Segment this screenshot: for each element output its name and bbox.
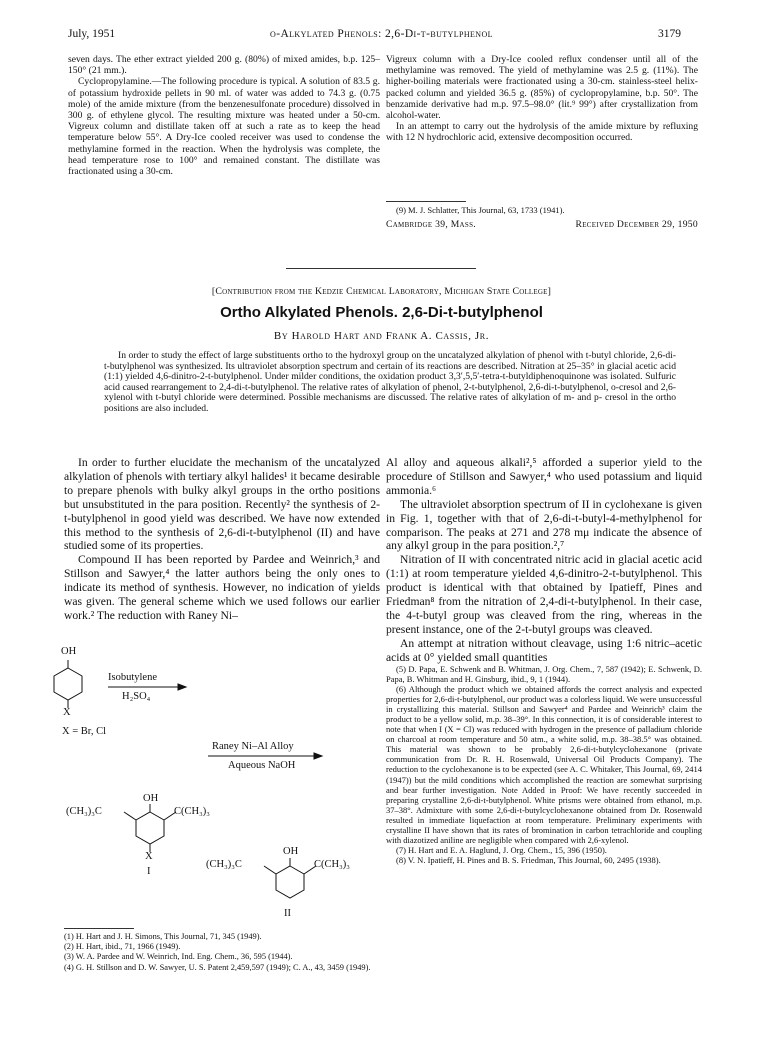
footnote: (8) V. N. Ipatieff, H. Pines and B. S. Friedman, This Journal, 60, 2495 (1938).: [396, 854, 661, 865]
benzene-ring-1: [54, 668, 82, 700]
bond: [124, 812, 136, 820]
body-paragraph: The ultraviolet absorption spectrum of II in cyclohexane is given in Fig. 1, together with that of 2,6-di-t-butyl-4-methylphenol for comparison. The peaks at 271 and 278 mμ indicate the absence of any alkyl group in the para position.²,⁷: [386, 497, 702, 553]
prev-received: Received December 29, 1950: [575, 219, 698, 230]
x-definition: X = Br, Cl: [62, 726, 107, 737]
oh-label: OH: [61, 646, 77, 657]
footnote: (5) D. Papa, E. Schwenk and B. Whitman, J. Org. Chem., 7, 587 (1942); E. Schwenk, D. Papa, B. Whitman and H. Ginsburg, ibid., 9, 1 (1944).: [386, 664, 702, 685]
reference: (2) H. Hart, ibid., 71, 1966 (1949).: [64, 942, 181, 952]
body-right-column: [386, 456, 702, 665]
byline: By Harold Hart and Frank A. Cassis, Jr.: [273, 330, 490, 342]
reference: (4) G. H. Stillson and D. W. Sawyer, U. S. Patent 2,459,597 (1949); C. A., 43, 3459 (1949).: [64, 962, 371, 972]
reagent-label: Raney Ni–Al Alloy: [212, 741, 294, 752]
references-left: [64, 932, 380, 973]
footnote: (6) Although the product which we obtained affords the correct analysis and expected properties for 2,6-di-t-butylphenol, our product was a colorless liquid. We were unsuccessful in crystallizing this material. Stillson and Sawyer⁴ and Pardee and Weinrich³ claim the product to be a yellow solid, m.p. 38–39°. In this connection, it is of considerable interest to note that when I (X = Cl) was reduced with hydrogen in the presence of palladium chloride on charcoal at room temperature and 50 atm., a white solid, m.p. 38–38.5° was obtained. This material was shown to be probably 2,6-di-t-butylcyclohexanone (private communication from Dr. R. H. Rosenwald, Universal Oil Products Company). The reduction to the cyclohexanone is to be expected (see A. C. Whitaker, This Journal, 69, 2414 (1947)) but the mild conditions which accomplished the reaction are somewhat surprising and bear further investigation. Note Added in Proof: We have recently succeeded in preparing crystalline 2,6-di-t-butylphenol. White prisms were obtained from ethanol, m.p. 37–38°. Admixture with some 2,6-di-t-butylcyclohexanone obtained from Dr. Rosenwald resulted in immediate liquefaction at room temperature. Preliminary experiments with crystalline II have shown that its rates of bromination in carbon tetrachloride and coupling with diazotized aniline are negligible when compared with 2,6-xylenol.: [386, 684, 702, 845]
reference: (1) H. Hart and J. H. Simons, This Journal, 71, 345 (1949).: [64, 932, 262, 941]
footnote: (7) H. Hart and E. A. Haglund, J. Org. Chem., 15, 396 (1950).: [396, 844, 607, 855]
footnote-rule: [64, 928, 134, 929]
prev-article-right-column: [386, 54, 698, 144]
bond: [304, 866, 316, 874]
benzene-ring-3: [276, 866, 304, 898]
arrowhead: [178, 684, 186, 690]
reagent-label: Isobutylene: [108, 672, 157, 683]
oh-label: OH: [283, 846, 299, 857]
body-paragraph: Al alloy and aqueous alkali²,⁵ afforded a superior yield to the procedure of Stillson and Sawyer,⁴ who used potassium and liquid ammonia.⁶: [386, 456, 702, 497]
abstract: In order to study the effect of large substituents ortho to the hydroxyl group on the uncatalyzed alkylation of phenol with t-butyl chloride, 2,6-di-t-butylphenol was synthesized. Its ultraviolet absorption spectrum and certain of its reactions are described. Nitration at 25–35° in glacial acetic acid (1:1) yielded 4,6-dinitro-2-t-butylphenol. Under milder conditions, the oxidation product 3,3′,5,5′-tetra-t-butyldiphenoquinone was isolated. Sulfuric acid caused rearrangement to 2,4-di-t-butylphenol. The relative rates of alkylation of phenol, 2-t-butylphenol, 2,6-di-t-butylphenol, o-cresol and 2,6-xylenol with t-butyl chloride were determined. Possible mechanisms are discussed. The relative rates of alkylation of m- and p- cresol in the ortho positions are also included.: [104, 350, 676, 414]
substituent-x: X: [145, 851, 153, 862]
prev-left-paragraph: seven days. The ether extract yielded 200 g. (80%) of mixed amides, b.p. 125–150° (21 mm.).: [68, 54, 380, 77]
article-title: Ortho Alkylated Phenols. 2,6-Di-t-butylphenol: [220, 304, 543, 321]
arrowhead: [314, 753, 322, 759]
body-left-column: [64, 456, 380, 623]
oh-label: OH: [143, 793, 159, 804]
prev-right-paragraph: Vigreux column with a Dry-Ice cooled reflux condenser until all of the methylamine was removed. The yield of methylamine was 2.5 g. (11%). The higher-boiling materials were fractionated using a 30-cm. stainless-steel helix-packed column and yielded 36.5 g. (85%) of cyclopropylamine, b.p. 50°. The benzamide derivative had m.p. 97.5–98.0° (lit.⁹ 99°) after crystallization from alcohol-water.: [386, 54, 698, 122]
footnotes-right: [386, 664, 702, 865]
prev-right-paragraph: In an attempt to carry out the hydrolysis of the amide mixture by refluxing with 12 N hydrochloric acid, extensive decomposition occurred.: [386, 121, 698, 144]
tbutyl-label: C(CH₃)₃: [174, 806, 210, 817]
body-paragraph: Compound II has been reported by Pardee and Weinrich,³ and Stillson and Sawyer,⁴ the latter authors being the only ones to indicate its method of synthesis. However, no indication of yields was given. The general scheme which we used follows our earlier work.² The reduction with Raney Ni–: [64, 553, 380, 622]
contribution-line: [Contribution from the Kedzie Chemical Laboratory, Michigan State College]: [211, 286, 552, 297]
bond: [264, 866, 276, 874]
body-paragraph: An attempt at nitration without cleavage, using 1:6 nitric–acetic acids at 0° yielded small quantities: [386, 636, 702, 664]
reference: (3) W. A. Pardee and W. Weinrich, Ind. Eng. Chem., 36, 595 (1944).: [64, 952, 293, 962]
bond: [164, 812, 176, 820]
tbutyl-label: C(CH₃)₃: [314, 859, 350, 870]
footnote-rule: [386, 201, 466, 202]
body-paragraph: In order to further elucidate the mechanism of the uncatalyzed alkylation of phenols with tertiary alkyl halides¹ it became desirable to prepare phenols with bulky alkyl groups in the ortho positions but unsubstituted in the para position. Recently² the synthesis of 2-t-butylphenol in good yield was described. We have now extended this method to the synthesis of 2,6-di-t-butylphenol (II) and have studied some of its properties.: [64, 456, 380, 553]
page-number: 3179: [658, 28, 681, 40]
substituent-x: X: [63, 707, 71, 718]
tbutyl-label: (CH₃)₃C: [206, 859, 242, 870]
prev-left-paragraph: Cyclopropylamine.—The following procedure is typical. A solution of 83.5 g. of potassium hydroxide pellets in 90 ml. of water was added to 74.3 g. (0.75 mole) of the amide mixture (from the benzenesulfonate procedure) dissolved in 300 g. of ethylene glycol. The resulting mixture was heated under a 50-cm. Vigreux column and distillate taken off at such a rate as to keep the head temperature below 55°. A Dry-Ice cooled receiver was used to condense the methylamine formed in the reaction. When the hydrolysis was complete, the head temperature rose to 100° and remained constant. The distillate was fractionated using a 30-cm.: [68, 76, 380, 178]
article-separator: [286, 268, 476, 269]
compound-label-I: I: [147, 866, 151, 877]
body-paragraph: Nitration of II with concentrated nitric acid in glacial acetic acid (1:1) at room temperature yielded 4,6-dinitro-2-t-butylphenol. This product is identical with that obtained by Ipatieff, Pines and Friedman⁸ from the nitration of 2,4-di-t-butylphenol. In their case, the 4-t-butyl group was cleaved from the ring, whereas in the present instance, one of the 2-t-butyl groups was cleaved.: [386, 553, 702, 636]
running-header-date: July, 1951: [68, 28, 116, 40]
compound-label-II: II: [284, 908, 291, 919]
prev-footnote: (9) M. J. Schlatter, This Journal, 63, 1733 (1941).: [396, 205, 565, 215]
reagent-label: Aqueous NaOH: [228, 760, 296, 771]
running-header-title: o-Alkylated Phenols: 2,6-Di-t-butylphenol: [270, 28, 493, 40]
benzene-ring-2: [136, 812, 164, 844]
prev-place: Cambridge 39, Mass.: [386, 219, 476, 230]
reagent-label: H₂SO₄: [122, 691, 151, 702]
tbutyl-label: (CH₃)₃C: [66, 806, 102, 817]
prev-article-left-column: [68, 54, 380, 177]
